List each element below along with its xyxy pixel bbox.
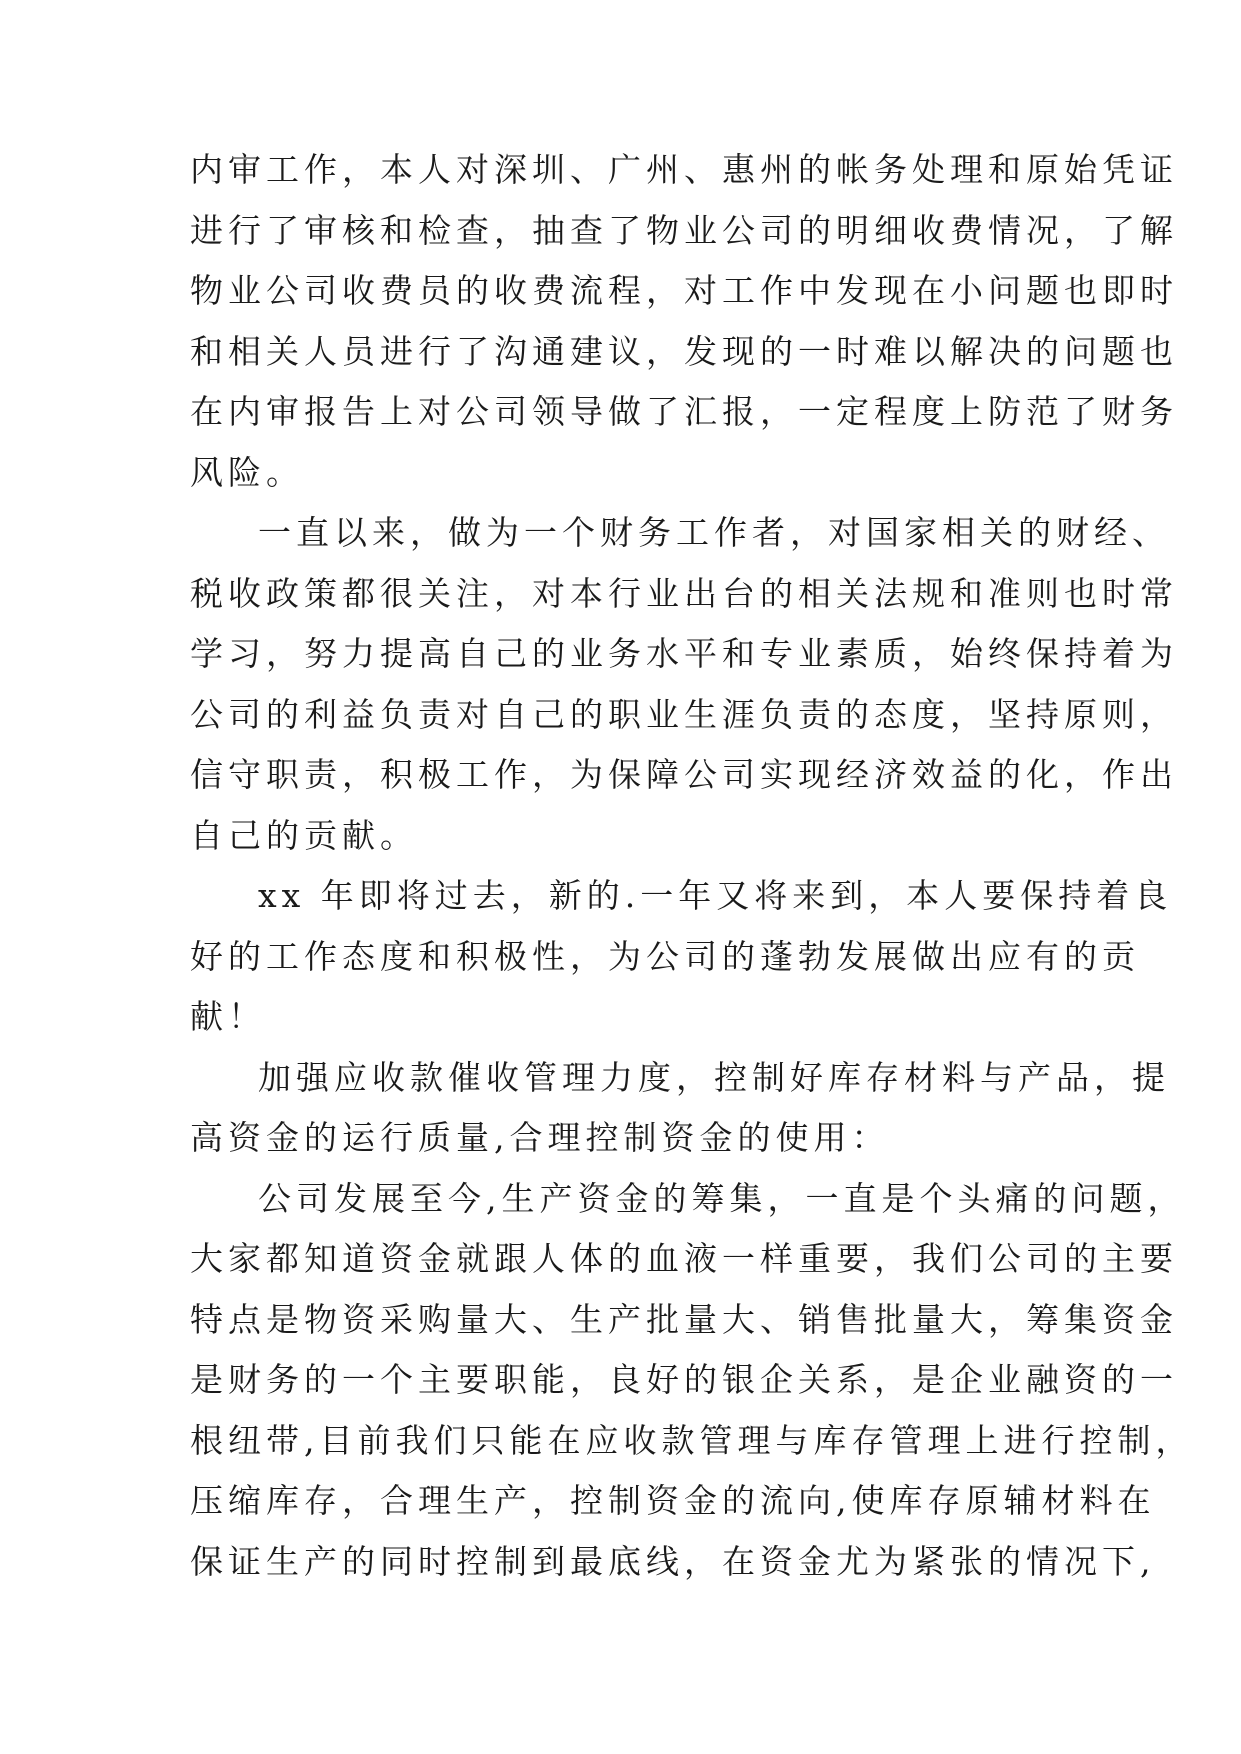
paragraph-line: 是财务的一个主要职能，良好的银企关系，是企业融资的一: [190, 1360, 1178, 1399]
paragraph-line: 好的工作态度和积极性，为公司的蓬勃发展做出应有的贡: [190, 936, 1140, 976]
paragraph-line: 公司的利益负责对自己的职业生涯负责的态度，坚持原则，: [190, 694, 1178, 734]
paragraph-line: 根纽带,目前我们只能在应收款管理与库存管理上进行控制，: [190, 1420, 1194, 1460]
paragraph-line: 和相关人员进行了沟通建议，发现的一时难以解决的问题也: [190, 331, 1178, 371]
paragraph-line: 信守职责，积极工作，为保障公司实现经济效益的化，作出: [190, 755, 1178, 794]
paragraph-line: 学习，努力提高自己的业务水平和专业素质，始终保持着为: [190, 634, 1178, 673]
paragraph-line: 一直以来，做为一个财务工作者，对国家相关的财经、: [258, 513, 1170, 552]
paragraph-line: 公司发展至今,生产资金的筹集，一直是个头痛的问题，: [258, 1178, 1186, 1218]
document-body: [190, 140, 1194, 1592]
paragraph-line: xx 年即将过去，新的.一年又将来到，本人要保持着良: [258, 876, 1173, 915]
paragraph-line: 加强应收款催收管理力度，控制好库存材料与产品，提: [258, 1057, 1170, 1097]
paragraph-line: 自己的贡献。: [190, 815, 418, 855]
paragraph-line: 大家都知道资金就跟人体的血液一样重要，我们公司的主要: [190, 1239, 1178, 1278]
paragraph-line: 高资金的运行质量,合理控制资金的使用：: [190, 1118, 890, 1157]
paragraph-line: 内审工作，本人对深圳、广州、惠州的帐务处理和原始凭证: [190, 150, 1178, 189]
paragraph-line: 压缩库存，合理生产，控制资金的流向,使库存原辅材料在: [190, 1481, 1156, 1520]
paragraph-line: 在内审报告上对公司领导做了汇报，一定程度上防范了财务: [190, 392, 1178, 431]
paragraph-line: 进行了审核和检查，抽查了物业公司的明细收费情况，了解: [190, 210, 1178, 250]
paragraph-line: 献！: [190, 997, 266, 1036]
paragraph-line: 保证生产的同时控制到最底线，在资金尤为紧张的情况下,: [190, 1541, 1156, 1581]
paragraph-line: 税收政策都很关注，对本行业出台的相关法规和准则也时常: [190, 573, 1178, 613]
paragraph-line: 物业公司收费员的收费流程，对工作中发现在小问题也即时: [190, 271, 1178, 310]
paragraph-line: 风险。: [190, 452, 304, 492]
paragraph-line: 特点是物资采购量大、生产批量大、销售批量大，筹集资金: [190, 1299, 1178, 1339]
